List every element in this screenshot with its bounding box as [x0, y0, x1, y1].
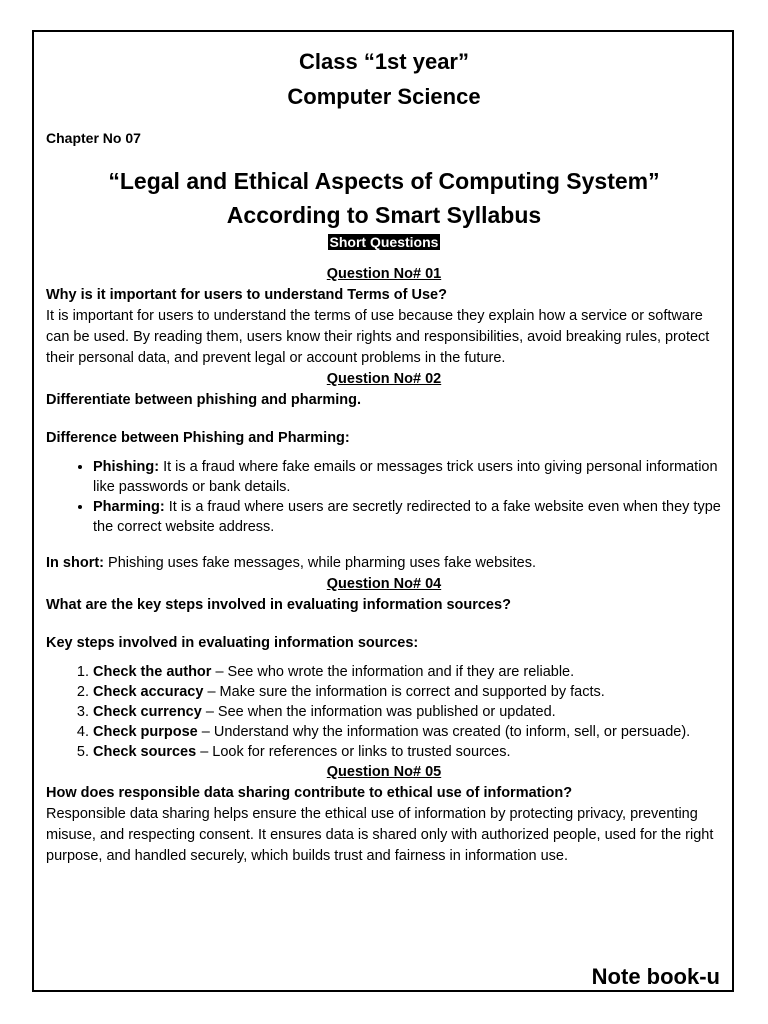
list-item: 4. Check purpose – Understand why the information was created (to inform, sell, or persuade).: [93, 722, 722, 742]
section-badge-wrap: [46, 233, 722, 252]
document-content: [46, 44, 722, 867]
list-item: 2. Check accuracy – Make sure the information is correct and supported by facts.: [93, 682, 722, 702]
syllabus-title: According to Smart Syllabus: [226, 202, 542, 228]
evaluation-steps-list: [46, 662, 722, 762]
class-title: Class “1st year”: [299, 49, 469, 74]
question-2-summary: In short: Phishing uses fake messages, while pharming uses fake websites.: [46, 555, 536, 571]
question-2-text: Differentiate between phishing and pharming.: [46, 392, 361, 408]
chapter-number: Chapter No 07: [46, 130, 141, 146]
question-2-heading: Question No# 02: [326, 371, 442, 387]
brand-footer: Note book-u: [591, 964, 720, 989]
list-item: • Pharming: It is a fraud where users are secretly redirected to a fake website even when they type the correct website address.: [93, 497, 722, 537]
phishing-pharming-list: [46, 457, 722, 537]
question-2-subheading: Difference between Phishing and Pharming:: [46, 430, 350, 446]
question-5-answer: Responsible data sharing helps ensure the ethical use of information by protecting privacy, preventing misuse, and respecting consent. It ensures data is shared only with authorized people, used for the right purpose, and handled securely, which builds trust and fairness in information use.: [46, 806, 714, 864]
short-questions-badge: Short Questions: [329, 234, 439, 250]
question-4-subheading: Key steps involved in evaluating information sources:: [46, 635, 419, 651]
question-1-heading: Question No# 01: [326, 266, 442, 282]
question-1-answer: It is important for users to understand the terms of use because they explain how a service or software can be used. By reading them, users know their rights and responsibilities, avoid breaking rules, protect their personal data, and prevent legal or account problems in the future.: [46, 308, 710, 366]
question-1-text: Why is it important for users to understand Terms of Use?: [46, 287, 447, 303]
list-item: 3. Check currency – See when the information was published or updated.: [93, 702, 722, 722]
question-4-text: What are the key steps involved in evaluating information sources?: [46, 597, 511, 613]
subject-title: Computer Science: [287, 84, 481, 109]
chapter-title: “Legal and Ethical Aspects of Computing System”: [108, 168, 660, 194]
question-4-heading: Question No# 04: [326, 576, 442, 592]
question-5-heading: Question No# 05: [326, 764, 442, 780]
list-item: 1. Check the author – See who wrote the information and if they are reliable.: [93, 662, 722, 682]
list-item: 5. Check sources – Look for references or links to trusted sources.: [93, 742, 722, 762]
question-5-text: How does responsible data sharing contribute to ethical use of information?: [46, 785, 573, 801]
list-item: • Phishing: It is a fraud where fake emails or messages trick users into giving personal information like passwords or bank details.: [93, 457, 722, 497]
